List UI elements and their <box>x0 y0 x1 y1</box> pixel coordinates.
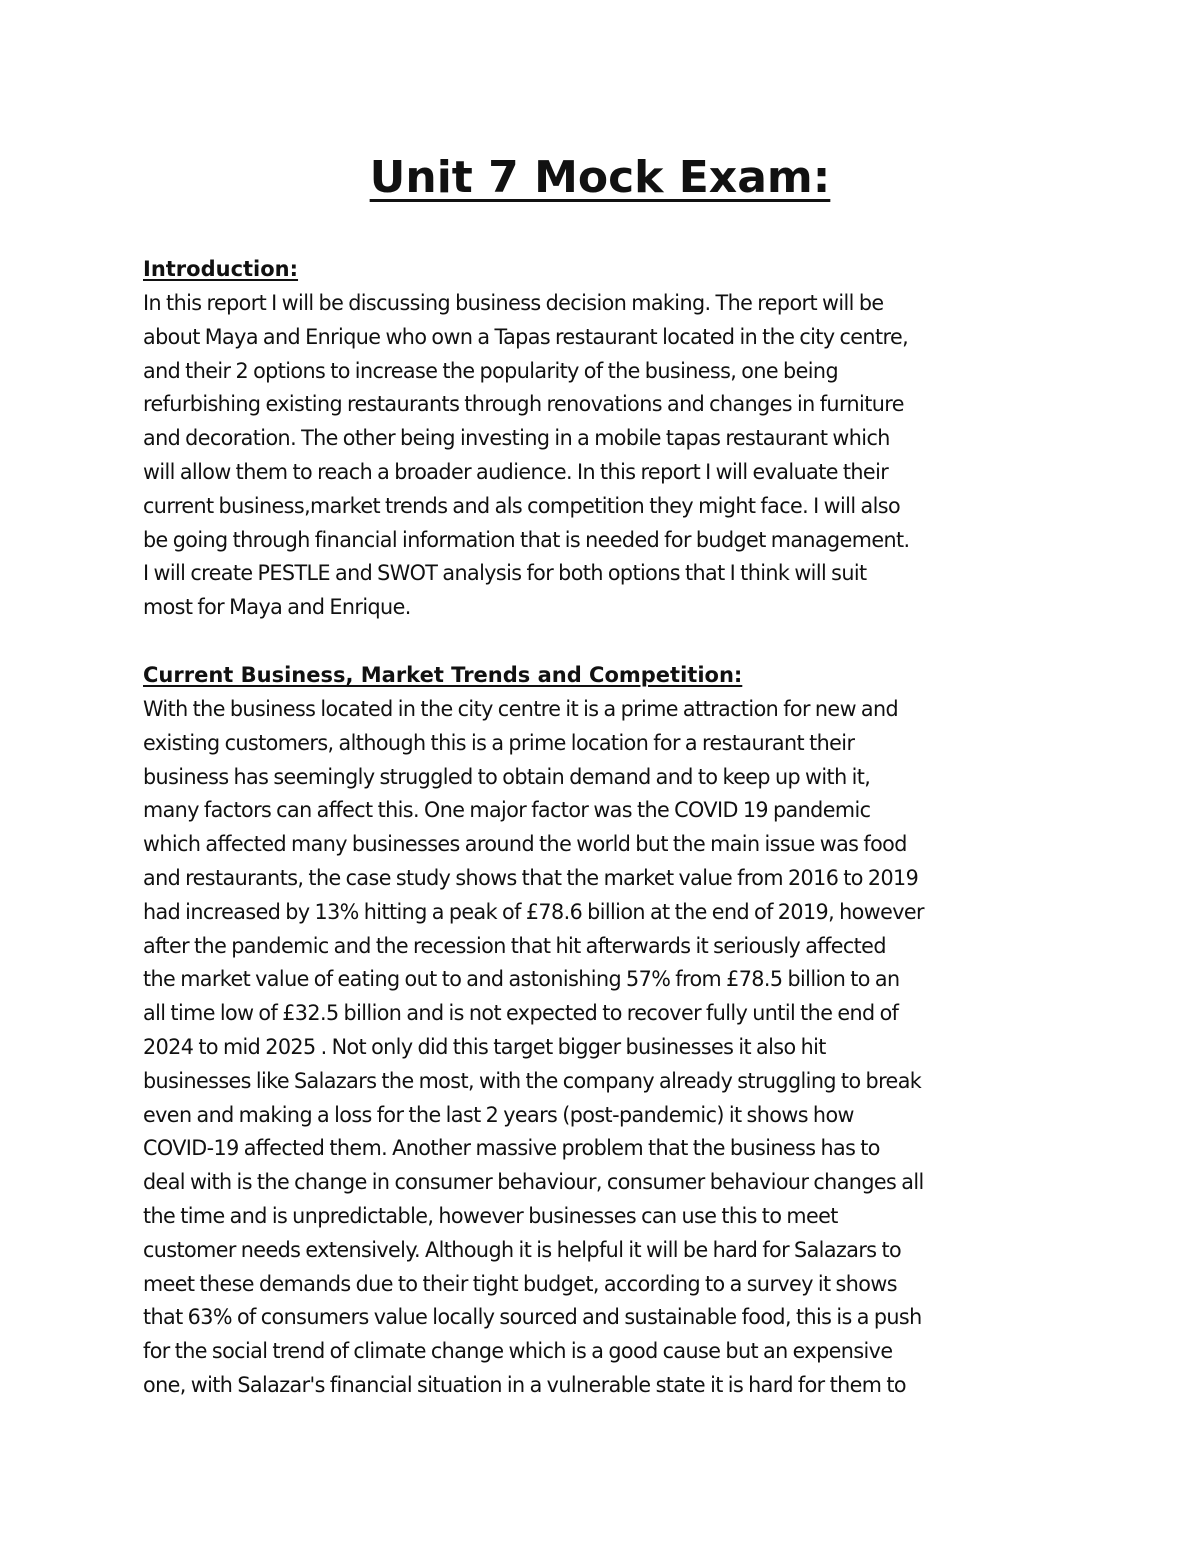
text-line: most for Maya and Enrique. <box>143 595 411 620</box>
text-line: COVID-19 affected them. Another massive problem that the business has to <box>143 1136 880 1161</box>
text-line: 2024 to mid 2025 . Not only did this target bigger businesses it also hit <box>143 1034 826 1059</box>
current-business-paragraph <box>143 693 1073 1403</box>
section-heading-introduction: Introduction: <box>143 257 299 281</box>
text-line: and restaurants, the case study shows that the market value from 2016 to 2019 <box>143 865 919 890</box>
text-line: current business,market trends and als competition they might face. I will also <box>143 493 901 518</box>
text-line: one, with Salazar's financial situation in a vulnerable state it is hard for them to <box>143 1372 906 1397</box>
text-line: the market value of eating out to and astonishing 57% from £78.5 billion to an <box>143 967 900 992</box>
introduction-paragraph <box>143 287 1073 625</box>
text-line: after the pandemic and the recession that hit afterwards it seriously affected <box>143 933 886 958</box>
text-line: be going through financial information that is needed for budget management. <box>143 527 910 552</box>
text-line: With the business located in the city centre it is a prime attraction for new and <box>143 697 899 721</box>
text-line: I will create PESTLE and SWOT analysis for both options that I think will suit <box>143 561 867 586</box>
text-line: existing customers, although this is a prime location for a restaurant their <box>143 730 855 755</box>
text-line: In this report I will be discussing business decision making. The report will be <box>143 291 884 315</box>
text-line: many factors can affect this. One major factor was the COVID 19 pandemic <box>143 798 871 823</box>
text-line: that 63% of consumers value locally sourced and sustainable food, this is a push <box>143 1305 922 1330</box>
text-line: for the social trend of climate change which is a good cause but an expensive <box>143 1339 893 1364</box>
text-line: which affected many businesses around the world but the main issue was food <box>143 832 907 857</box>
text-line: customer needs extensively. Although it is helpful it will be hard for Salazars to <box>143 1237 902 1262</box>
text-line: had increased by 13% hitting a peak of £78.6 billion at the end of 2019, however <box>143 899 924 924</box>
text-line: meet these demands due to their tight budget, according to a survey it shows <box>143 1271 897 1296</box>
text-line: deal with is the change in consumer behaviour, consumer behaviour changes all <box>143 1170 924 1195</box>
text-line: about Maya and Enrique who own a Tapas restaurant located in the city centre, <box>143 324 909 349</box>
section-heading-current-business: Current Business, Market Trends and Competition: <box>143 663 743 687</box>
text-line: will allow them to reach a broader audience. In this report I will evaluate their <box>143 459 889 484</box>
text-line: refurbishing existing restaurants through renovations and changes in furniture <box>143 392 904 417</box>
text-line: all time low of £32.5 billion and is not expected to recover fully until the end of <box>143 1001 899 1026</box>
text-line: the time and is unpredictable, however businesses can use this to meet <box>143 1203 838 1228</box>
text-line: business has seemingly struggled to obtain demand and to keep up with it, <box>143 764 871 789</box>
text-line: even and making a loss for the last 2 years (post-pandemic) it shows how <box>143 1102 854 1127</box>
text-line: businesses like Salazars the most, with the company already struggling to break <box>143 1068 922 1093</box>
page-title: Unit 7 Mock Exam: <box>369 152 831 203</box>
text-line: and their 2 options to increase the popularity of the business, one being <box>143 358 839 383</box>
text-line: and decoration. The other being investing in a mobile tapas restaurant which <box>143 426 890 451</box>
